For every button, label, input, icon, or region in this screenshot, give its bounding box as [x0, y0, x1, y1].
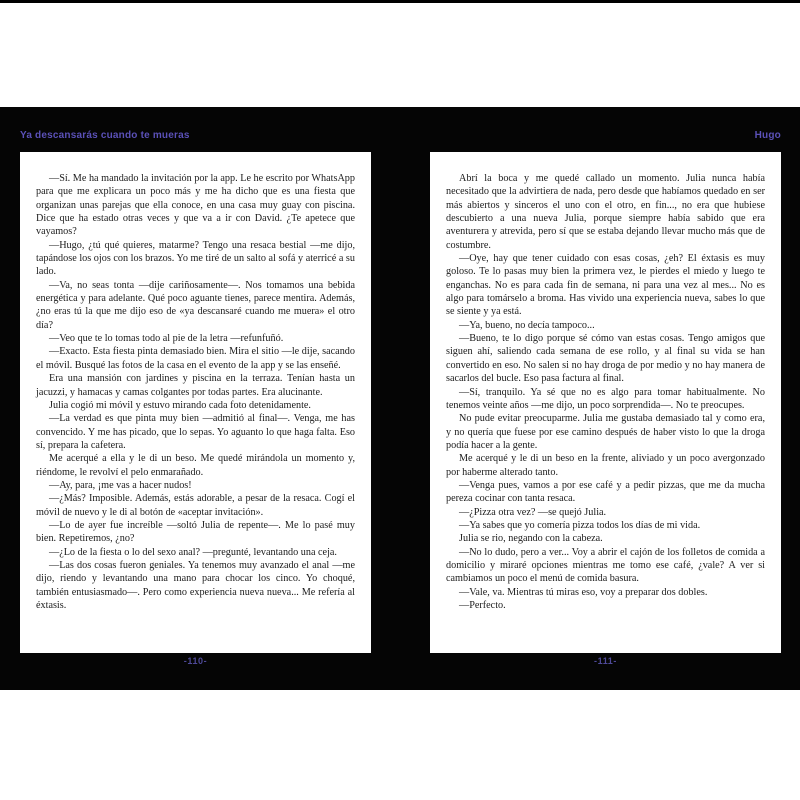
paragraph: —Vale, va. Mientras tú miras eso, voy a preparar dos dobles.: [459, 586, 708, 598]
running-heads: [20, 130, 781, 141]
page-number-right: -111-: [593, 656, 618, 666]
paragraph: —Oye, hay que tener cuidado con esas cosas, ¿eh? El éxtasis es muy goloso. Te lo pasas muy bien la primera vez, le pierdes el miedo y luego te enganchas. No es para cada fin de semana, ni para una vez al mes... No es algo para tomárselo a broma. Has vivido una experiencia nueva, sabes lo que se siente y ya está.: [446, 253, 765, 318]
paragraph: —La verdad es que pinta muy bien —admitió al final—. Venga, me has convencido. Y me has picado, que lo sepas. Yo aguanto lo que haga falta. Eso sí, prepara la cafetera.: [36, 413, 355, 451]
paragraph: —¿Pizza otra vez? —se quejó Julia.: [459, 506, 607, 518]
paragraph: —Hugo, ¿tú qué quieres, matarme? Tengo una resaca bestial —me dijo, tapándose los ojos con los brazos. Yo me tiré de un salto al sofá y aterricé a su lado.: [36, 239, 355, 278]
page-left-text: [36, 172, 355, 612]
paragraph: Me acerqué a ella y le di un beso. Me quedé mirándola un momento y, riéndome, le revolví el pelo enmarañado.: [36, 453, 355, 478]
paragraph: Julia cogió mi móvil y estuvo mirando cada foto detenidamente.: [49, 399, 311, 411]
page-number-left: -110-: [183, 656, 208, 666]
paragraph: Me acerqué y le di un beso en la frente, aliviado y un poco avergonzado por haberme alterado tanto.: [446, 453, 765, 478]
paragraph: —Sí. Me ha mandado la invitación por la app. Le he escrito por WhatsApp para que me explicara un poco más y me ha dicho que es una fiesta que organizan unas parejas que ella conoce, en una casa muy guay con piscina. Dice que ha estado otras veces y que va a ir con David. ¿Te apetece que vayamos?: [36, 173, 355, 238]
paragraph: —Exacto. Esta fiesta pinta demasiado bien. Mira el sitio —le dije, sacando el móvil. Busqué las fotos de la casa en el evento de la app y se las enseñé.: [36, 346, 355, 371]
paragraph: Era una mansión con jardines y piscina en la terraza. Tenían hasta un jacuzzi, y hamacas y camas colgantes por todas partes. Era alucinante.: [36, 373, 355, 398]
paragraph: —Veo que te lo tomas todo al pie de la letra —refunfuñó.: [49, 333, 284, 345]
paragraph: —Venga pues, vamos a por ese café y a pedir pizzas, que me da mucha pereza cocinar con tanta resaca.: [446, 479, 765, 505]
running-head-book-title: Ya descansarás cuando te mueras: [20, 130, 190, 141]
page-spread: [20, 152, 781, 653]
paragraph: —Ay, para, ¡me vas a hacer nudos!: [49, 479, 192, 491]
page-numbers: [20, 656, 781, 666]
top-border: [0, 0, 800, 3]
paragraph: Julia se rio, negando con la cabeza.: [459, 533, 603, 545]
paragraph: —Va, no seas tonta —dije cariñosamente—. Nos tomamos una bebida energética y para adelante. Qué poco aguante tienes, parece mentira. Además, ¿no eras tú la que me dijo eso de «ya descansaré cuando me muera» el otro día?: [36, 279, 355, 331]
paragraph: —No lo dudo, pero a ver... Voy a abrir el cajón de los folletos de comida a domicilio y miraré opciones mientras me tomo ese café, ¿vale? A ver si cambiamos un poco el menú de comida basura.: [446, 546, 765, 585]
paragraph: —Las dos cosas fueron geniales. Ya tenemos muy avanzado el anal —me dijo, riendo y levantando una mano para chocar los cinco. Yo choqué, también entusiasmado—. Pero como experiencia nueva nueva... Me refería al éxtasis.: [36, 559, 355, 611]
paragraph: —Bueno, te lo digo porque sé cómo van estas cosas. Tengo amigos que siguen ahí, saliendo cada semana de ese rollo, y al final su vida se han convertido en eso. No salen si no hay droga de por medio y no hay manera de sacarlos del bucle. Eso pasa factura al final.: [446, 333, 765, 385]
paragraph: Abrí la boca y me quedé callado un momento. Julia nunca había necesitado que la advirtiera de nada, pero desde que habíamos quedado en ser más abiertos y sinceros el uno con el otro, en fin..., no era que hubiese descubierto a una nueva Julia, porque siempre había sabido que era aventurera y atrevida, pero sí que se estaba dejando llevar mucho más que de costumbre.: [446, 173, 765, 251]
paragraph: —Ya, bueno, no decía tampoco...: [459, 319, 595, 331]
paragraph: —¿Lo de la fiesta o lo del sexo anal? —pregunté, levantando una ceja.: [49, 546, 337, 558]
paragraph: —Lo de ayer fue increíble —soltó Julia de repente—. Me lo pasé muy bien. Repetiremos, ¿no?: [36, 519, 355, 545]
reader-viewport: [0, 107, 800, 690]
page-right-text: [446, 172, 765, 612]
running-head-chapter-title: Hugo: [754, 130, 781, 141]
paragraph: —¿Más? Imposible. Además, estás adorable, a pesar de la resaca. Cogí el móvil de nuevo y le di al botón de «aceptar invitación».: [36, 493, 355, 518]
page-right: [430, 152, 781, 653]
paragraph: —Ya sabes que yo comería pizza todos los días de mi vida.: [459, 519, 701, 531]
paragraph: No pude evitar preocuparme. Julia me gustaba demasiado tal y como era, y no quería que fuese por ese camino después de haber visto lo que la droga podía hacer a la gente.: [446, 413, 765, 451]
paragraph: —Sí, tranquilo. Ya sé que no es algo para tomar habitualmente. No tenemos veinte años —me dijo, un poco sorprendida—. No te preocupes.: [446, 386, 765, 411]
paragraph: —Perfecto.: [459, 600, 506, 611]
page-left: [20, 152, 371, 653]
